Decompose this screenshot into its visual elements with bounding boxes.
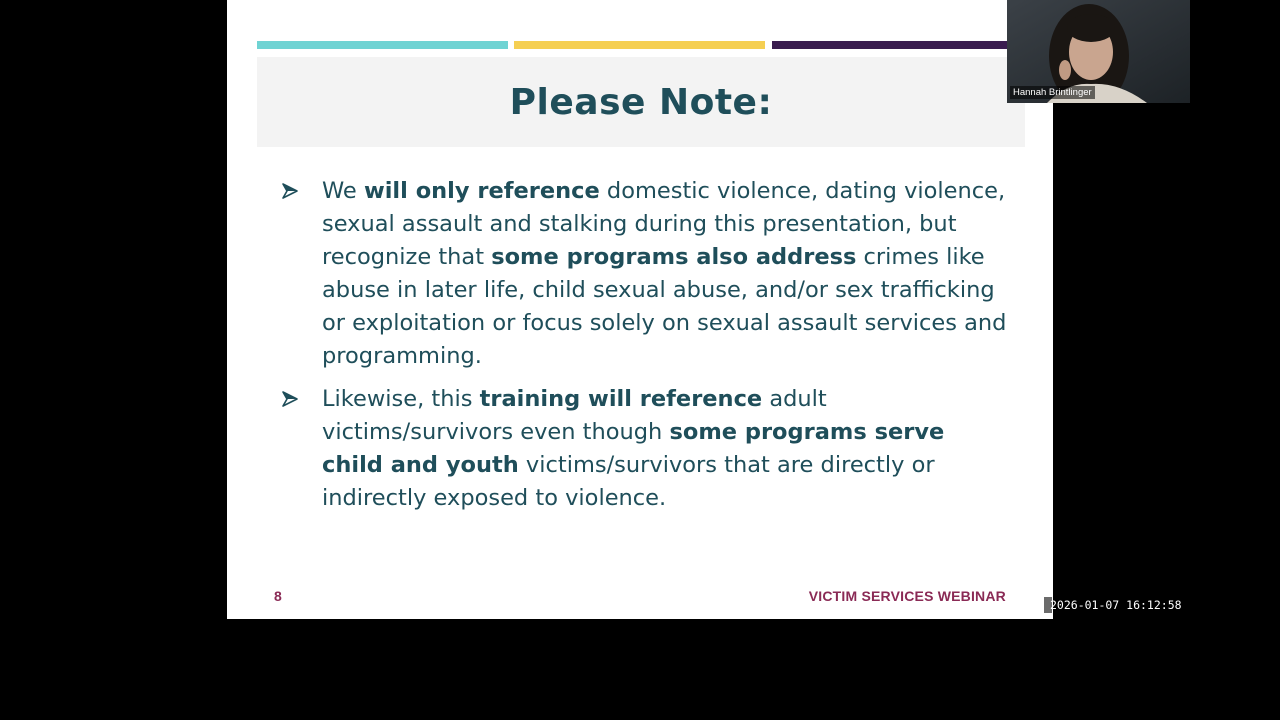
participant-video-tile[interactable]	[1007, 0, 1190, 103]
bullet-segment: crimes like abuse in later life, child sexual abuse, and/or sex trafficking or exploitation or focus solely on sexual assault services and programming.	[322, 244, 1007, 369]
arrow-bullet-icon	[281, 182, 299, 200]
presentation-slide	[227, 0, 1053, 619]
bullet-segment: adult victims/survivors even though	[322, 386, 827, 445]
bullet-text	[322, 386, 944, 511]
slide-page-number: 8	[274, 588, 282, 604]
accent-bar-yellow	[514, 41, 765, 49]
bullet-emphasis: some programs also address	[491, 244, 857, 270]
bullet-item	[281, 383, 1011, 515]
slide-footer-label: VICTIM SERVICES WEBINAR	[808, 588, 1006, 604]
participant-name-label: Hannah Brintlinger	[1010, 86, 1095, 99]
bullet-segment: Likewise, this	[322, 386, 480, 412]
accent-bar-purple	[772, 41, 1023, 49]
slide-title: Please Note:	[509, 81, 773, 123]
bullet-segment: victims/survivors that are directly or indirectly exposed to violence.	[322, 452, 935, 511]
bullet-emphasis: will only reference	[363, 178, 600, 204]
bullet-item	[281, 175, 1011, 373]
arrow-bullet-icon	[281, 390, 299, 408]
accent-bar-teal	[257, 41, 508, 49]
title-band	[257, 57, 1025, 147]
bullet-emphasis: training will reference	[479, 386, 763, 412]
bullet-segment: domestic violence, dating violence, sexual assault and stalking during this presentation, but recognize that	[322, 178, 1006, 270]
bullet-text	[322, 178, 1006, 369]
bullet-segment: We	[322, 178, 364, 204]
recording-timestamp: 2026-01-07 16:12:58	[1050, 598, 1182, 612]
bullet-emphasis: some programs serve child and youth	[322, 419, 945, 478]
bullet-list	[281, 175, 1011, 525]
